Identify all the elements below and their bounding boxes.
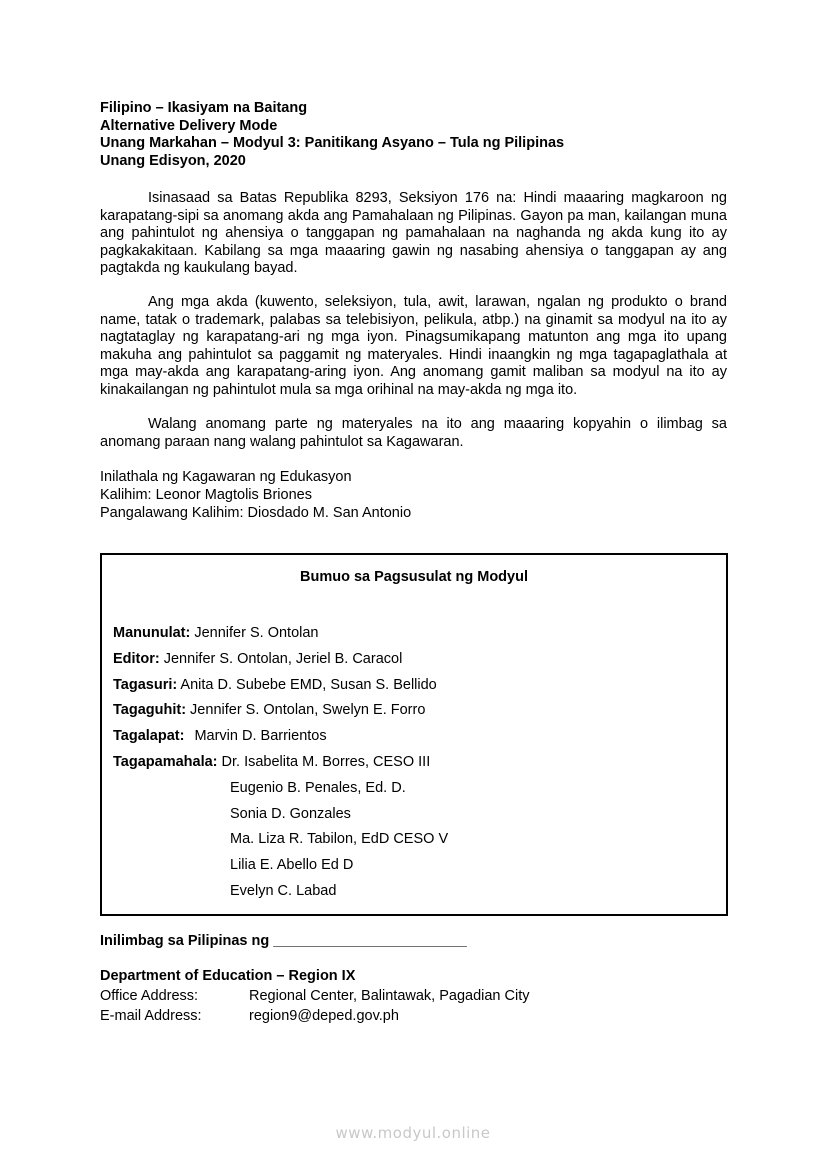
credit-value: Jennifer S. Ontolan, Swelyn E. Forro [186,702,426,719]
credit-label: Tagapamahala: [113,753,218,770]
credit-manager-5: Lilia E. Abello Ed D [230,857,354,874]
credit-label: Manunulat: [113,625,191,641]
credit-value: Jennifer S. Ontolan [190,625,319,641]
delivery-mode: Alternative Delivery Mode [100,117,278,134]
credits-list [113,624,448,908]
edition: Unang Edisyon, 2020 [100,152,246,169]
credit-tagapamahala [113,753,448,779]
credit-label: Tagalapat: [113,728,185,745]
contact-info [100,987,530,1026]
credit-manager-4: Ma. Liza R. Tabilon, EdD CESO V [230,831,449,848]
credit-tagalapat [113,727,448,753]
email-address-row [100,1007,530,1027]
credits-title: Bumuo sa Pagsusulat ng Modyul [300,569,528,585]
reproduction-paragraph [100,416,727,451]
credit-tagaguhit [113,701,448,727]
credit-value: Dr. Isabelita M. Borres, CESO III [217,753,431,770]
publisher-line: Inilathala ng Kagawaran ng Edukasyon [100,469,352,485]
paragraph-text: Ang mga akda (kuwento, seleksiyon, tula, awit, larawan, ngalan ng produkto o brand name, tatak o trademark, palabas sa telebisiyon, pelikula, atbp.) na ginamit sa modyul na ito ay nagtataglay ng karapatang-ari ng mga iyon. Pinagsumikapang matunton ang mga ito upang makuha ang pahintulot sa paggamit ng materyales. Hindi inaangkin ng mga tagapaglathala at mga may-akda ang karapatang-aring iyon. Ang anomang gamit maliban sa modyul na ito ay kinakailangan ng pahintulot mula sa mga orihinal na may-akda ng mga ito. [100,294,727,398]
email-address-label: E-mail Address: [100,1007,202,1024]
credit-editor [113,650,448,676]
email-address-value: region9@deped.gov.ph [249,1007,399,1024]
office-address-row [100,987,530,1007]
credit-value: Anita D. Subebe EMD, Susan S. Bellido [177,676,437,693]
credit-value: Marvin D. Barrientos [194,728,327,745]
credit-label: Tagasuri: [113,676,178,693]
credit-label: Editor: [113,650,160,667]
credit-value: Jennifer S. Ontolan, Jeriel B. Caracol [159,650,403,667]
deped-region-title: Department of Education – Region IX [100,968,356,984]
office-address-label: Office Address: [100,988,199,1004]
copyright-paragraph [100,190,727,278]
office-address-value: Regional Center, Balintawak, Pagadian City [249,988,530,1004]
module-title: Unang Markahan – Modyul 3: Panitikang Asyano – Tula ng Pilipinas [100,135,565,151]
credit-manager-3: Sonia D. Gonzales [230,805,351,822]
credit-tagasuri [113,676,448,702]
credit-manager-6: Evelyn C. Labad [230,882,337,899]
website-watermark: www.modyul.online [335,1124,491,1142]
paragraph-text: Walang anomang parte ng materyales na ito ang maaaring kopyahin o ilimbag sa anomang paraan nang walang pahintulot sa Kagawaran. [100,416,727,450]
grade-title: Filipino – Ikasiyam na Baitang [100,100,308,116]
secretary-line: Kalihim: Leonor Magtolis Briones [100,486,312,503]
paragraph-text: Isinasaad sa Batas Republika 8293, Seksiyon 176 na: Hindi maaaring magkaroon ng karapatang-sipi sa anomang akda ang Pamahalaan ng Pilipinas. Gayon pa man, kailangan muna ang pahintulot ng ahensiya o tanggapan ng pamahalaan na naghanda ng akda kung ito ay pagkakakitaan. Kabilang sa mga maaaring gawin ng nasabing ahensiya o tanggapan ay ang pagtakda ng kaukulang bayad. [100,190,727,276]
trademark-paragraph [100,294,727,399]
credit-manager-2: Eugenio B. Penales, Ed. D. [230,779,406,796]
publisher-info [100,469,411,522]
undersecretary-line: Pangalawang Kalihim: Diosdado M. San Antonio [100,504,412,521]
document-header [100,100,564,170]
credit-label: Tagaguhit: [113,702,187,719]
credit-manunulat [113,624,448,650]
credits-box [100,553,728,916]
printed-in-line: Inilimbag sa Pilipinas ng ________________________ [100,933,467,949]
